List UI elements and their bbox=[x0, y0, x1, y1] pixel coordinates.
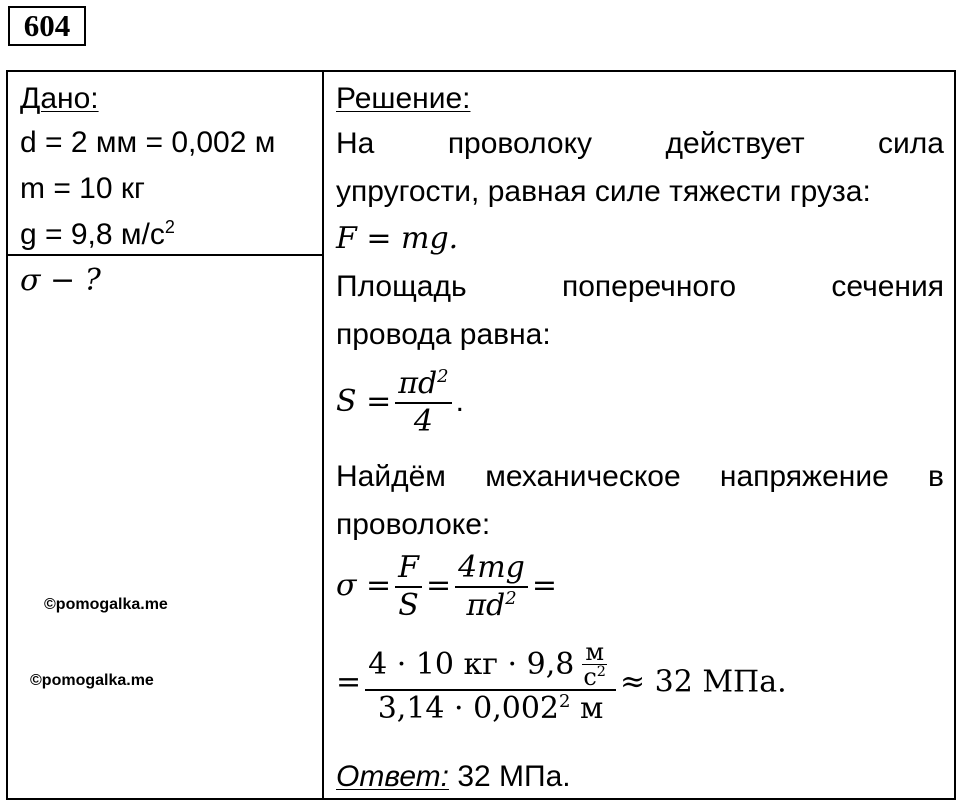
find-section: σ − ? bbox=[20, 263, 101, 298]
solution-header: Решение: bbox=[336, 82, 471, 115]
given-line-diameter: d = 2 мм = 0,002 м bbox=[20, 126, 276, 159]
given-divider bbox=[8, 254, 323, 256]
equation-area: S = $\frac{\pi d^2}{4}$ . bbox=[336, 366, 464, 439]
given-line-mass: m = 10 кг bbox=[20, 172, 145, 205]
equation-stress-calculation: = 4 · 10 кг · 9,8 $\frac{м}{с^2}$ $3,14 \cdot 0,002^2$ м ≈ 32 МПа. bbox=[336, 638, 787, 726]
watermark-2: ©pomogalka.me bbox=[30, 672, 154, 689]
column-divider bbox=[322, 72, 324, 798]
equation-force: F = mg. bbox=[336, 221, 459, 256]
answer-label: Ответ: bbox=[336, 760, 449, 793]
given-line-gravity: g = 9,8 $м/с^2$ bbox=[20, 217, 175, 251]
solution-paragraph-3-line-2: проволоке: bbox=[336, 508, 491, 541]
solution-paragraph-1-line-1: На проволоку действует сила bbox=[336, 127, 944, 160]
solution-paragraph-2-line-2: провода равна: bbox=[336, 318, 551, 351]
solution-paragraph-1-line-2: упругости, равная силе тяжести груза: bbox=[336, 175, 871, 208]
given-header: Дано: bbox=[20, 82, 99, 115]
watermark-1: ©pomogalka.me bbox=[44, 596, 168, 613]
solution-paragraph-3-line-1: Найдём механическое напряжение в bbox=[336, 460, 944, 493]
answer-value: 32 МПа. bbox=[449, 760, 571, 793]
answer-line bbox=[336, 762, 944, 792]
problem-number: 604 bbox=[8, 6, 86, 46]
solution-table bbox=[6, 70, 956, 800]
solution-paragraph-2-line-1: Площадь поперечного сечения bbox=[336, 270, 944, 303]
equation-stress-formula: σ = $\frac{F}{S}$ = $\frac{4mg}{\pi d^2}$ = bbox=[336, 550, 558, 623]
